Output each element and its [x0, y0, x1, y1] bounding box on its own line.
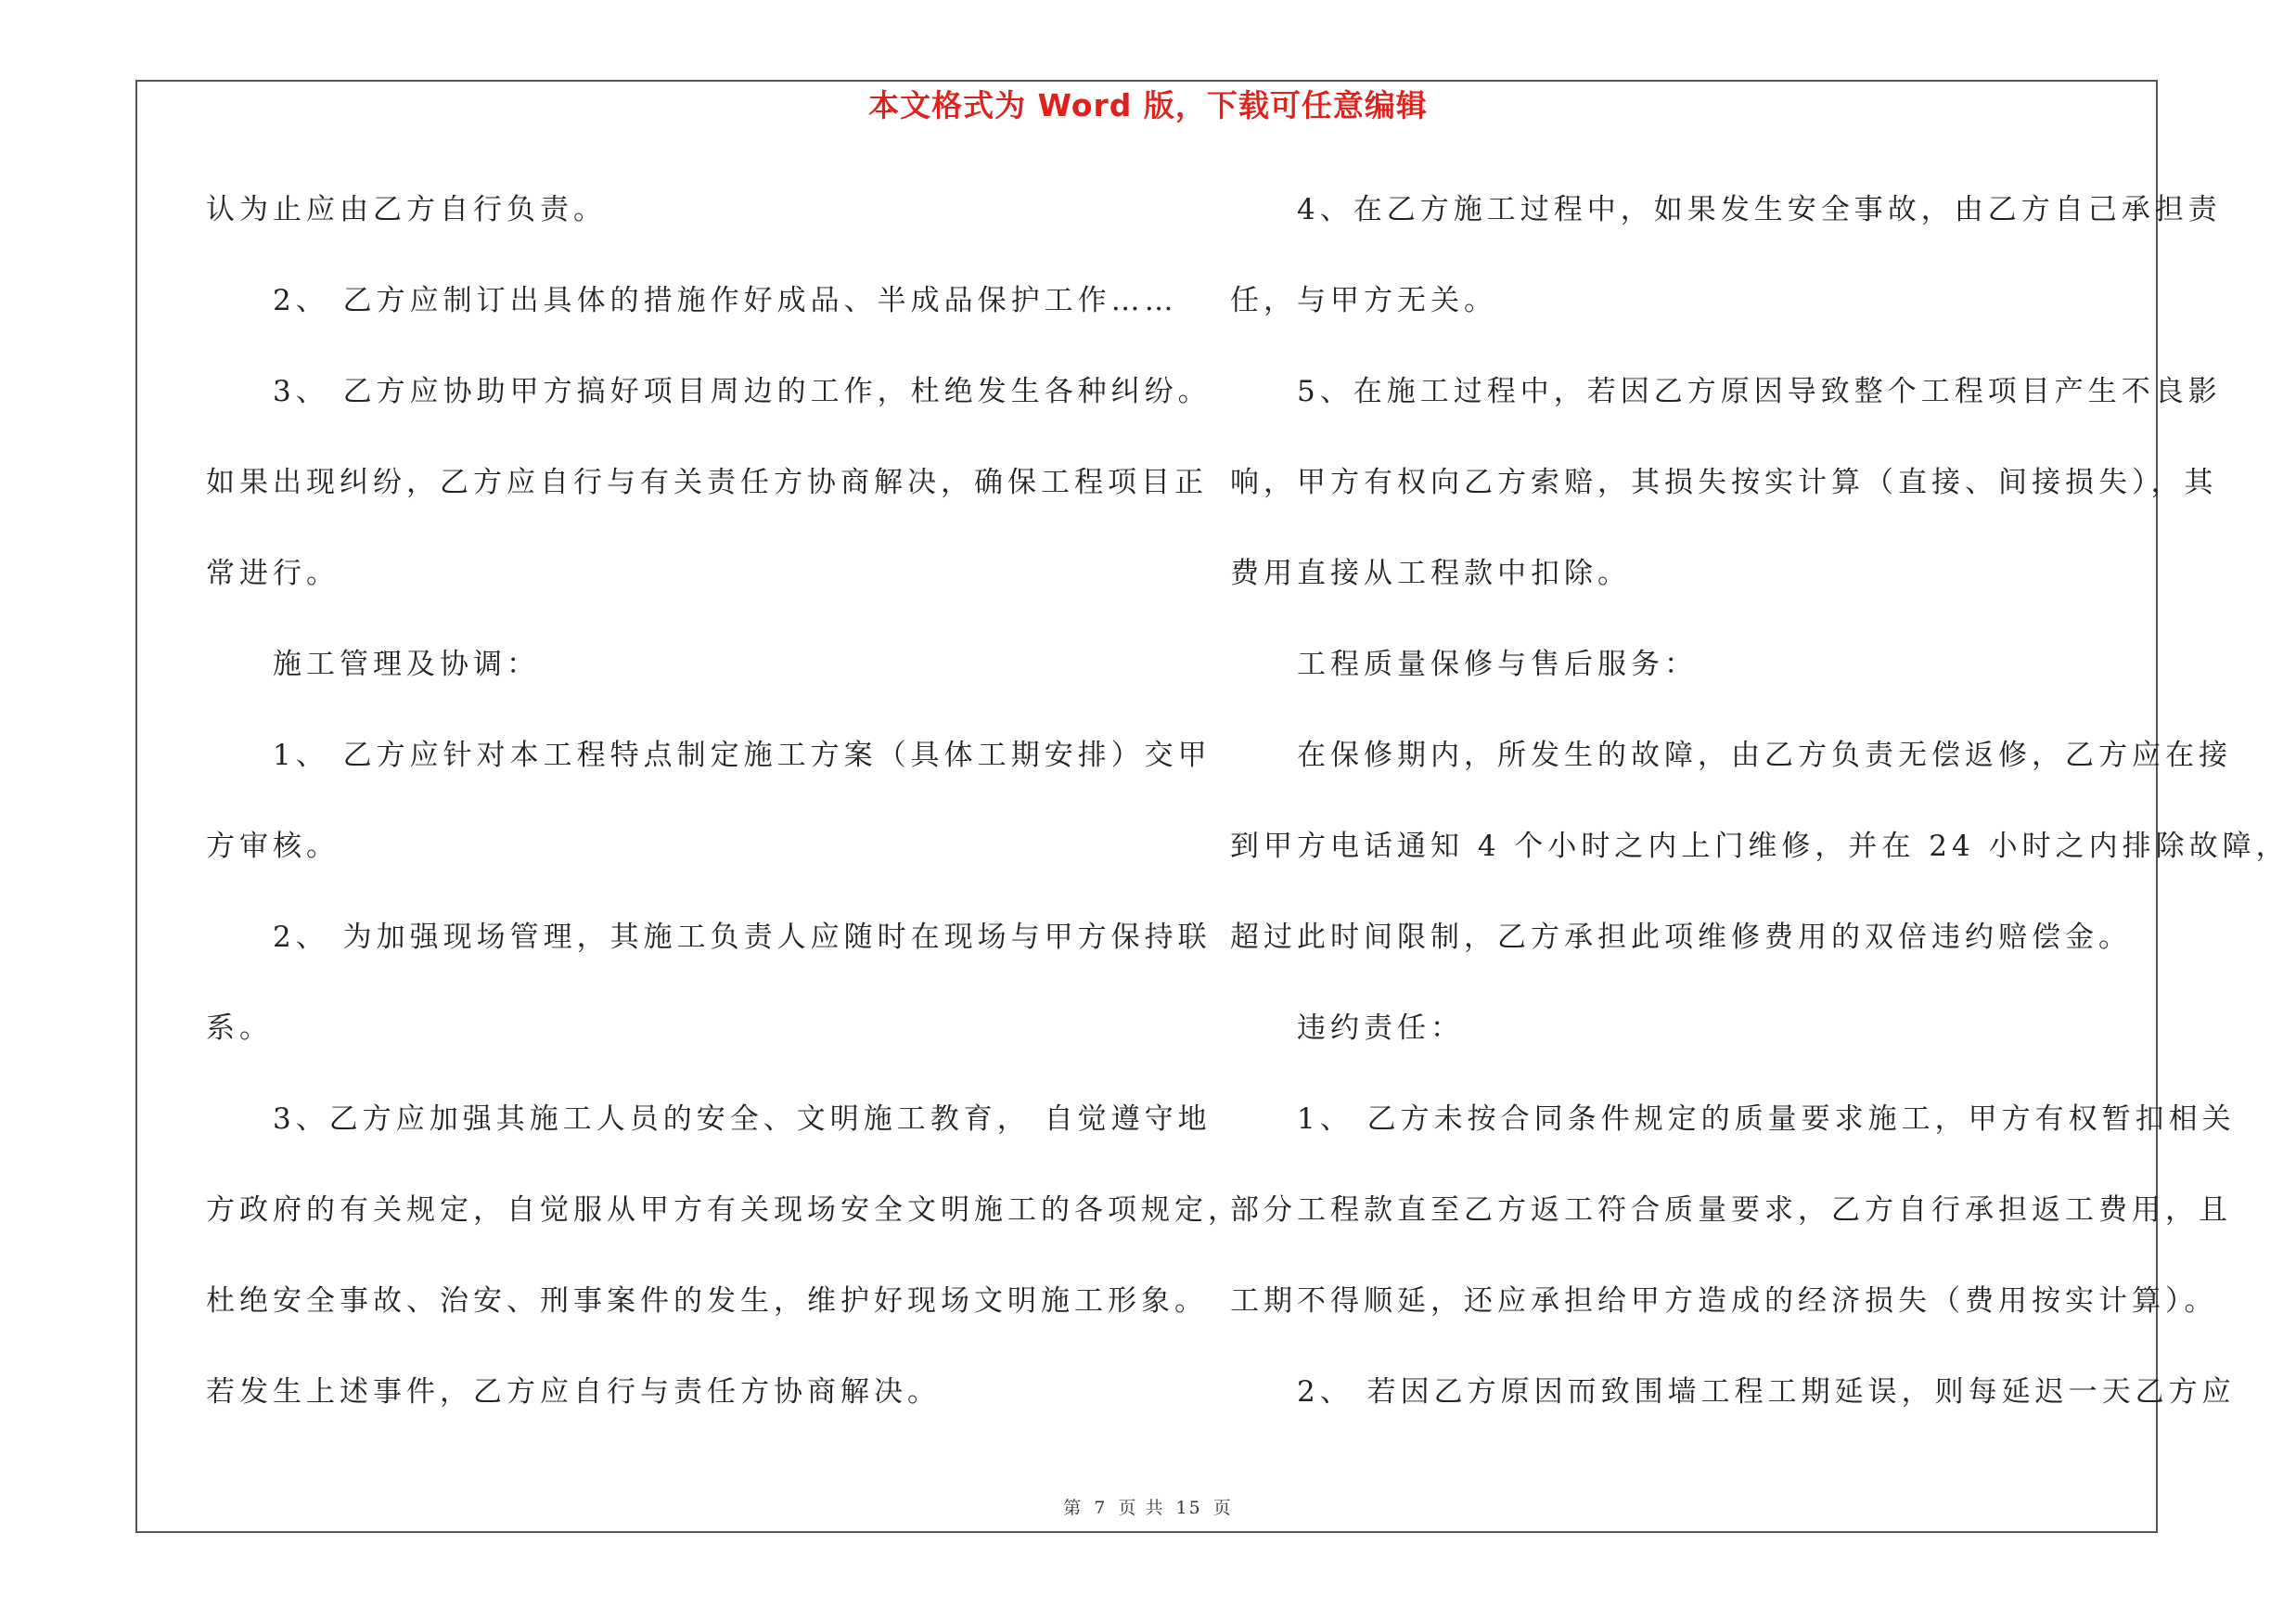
- paragraph-line: 2、 为加强现场管理，其施工负责人应随时在现场与甲方保持联: [206, 921, 1212, 954]
- paragraph-line: 方政府的有关规定，自觉服从甲方有关现场安全文明施工的各项规定，: [206, 1193, 1241, 1227]
- format-banner: 本文格式为 Word 版，下载可任意编辑: [868, 87, 1428, 123]
- paragraph-line: 费用直接从工程款中扣除。: [1230, 557, 1631, 590]
- paragraph-line: 3、乙方应加强其施工人员的安全、文明施工教育， 自觉遵守地: [206, 1102, 1212, 1136]
- left-column: [206, 186, 1241, 1459]
- paragraph-line: 超过此时间限制，乙方承担此项维修费用的双倍违约赔偿金。: [1230, 921, 2132, 954]
- footer-mid: 页 共: [1118, 1498, 1165, 1518]
- footer-suffix: 页: [1212, 1498, 1233, 1518]
- paragraph-line: 部分工程款直至乙方返工符合质量要求，乙方自行承担返工费用，且: [1230, 1193, 2232, 1227]
- paragraph-line: 系。: [206, 1011, 273, 1045]
- page-number-footer: [0, 1494, 2296, 1519]
- section-heading: 工程质量保修与售后服务：: [1230, 648, 1698, 681]
- paragraph-line: 1、 乙方未按合同条件规定的质量要求施工，甲方有权暂扣相关: [1230, 1102, 2236, 1136]
- paragraph-line: 工期不得顺延，还应承担给甲方造成的经济损失（费用按实计算）。: [1230, 1284, 2218, 1318]
- paragraph-line: 4、在乙方施工过程中，如果发生安全事故，由乙方自己承担责: [1230, 193, 2222, 226]
- paragraph-line: 到甲方电话通知 4 个小时之内上门维修，并在 24 小时之内排除故障，: [1230, 830, 2290, 863]
- paragraph-line: 响，甲方有权向乙方索赔，其损失按实计算（直接、间接损失），其: [1230, 466, 2218, 499]
- paragraph-line: 认为止应由乙方自行负责。: [206, 193, 607, 226]
- total-pages-number: 15: [1175, 1498, 1202, 1518]
- paragraph-line: 杜绝安全事故、治安、刑事案件的发生，维护好现场文明施工形象。: [206, 1284, 1208, 1318]
- paragraph-line: 2、 乙方应制订出具体的措施作好成品、半成品保护工作……: [206, 284, 1178, 317]
- right-column: [1230, 186, 2290, 1459]
- footer-prefix: 第: [1063, 1498, 1084, 1518]
- paragraph-line: 方审核。: [206, 830, 340, 863]
- section-heading: 违约责任：: [1230, 1011, 1464, 1045]
- paragraph-line: 2、 若因乙方原因而致围墙工程工期延误，则每延迟一天乙方应: [1230, 1375, 2236, 1409]
- paragraph-line: 若发生上述事件，乙方应自行与责任方协商解决。: [206, 1375, 941, 1409]
- paragraph-line: 如果出现纠纷，乙方应自行与有关责任方协商解决，确保工程项目正: [206, 466, 1208, 499]
- paragraph-line: 在保修期内，所发生的故障，由乙方负责无偿返修，乙方应在接: [1230, 739, 2232, 772]
- paragraph-line: 5、在施工过程中，若因乙方原因导致整个工程项目产生不良影: [1230, 375, 2222, 408]
- paragraph-line: 3、 乙方应协助甲方搞好项目周边的工作，杜绝发生各种纠纷。: [206, 375, 1212, 408]
- paragraph-line: 常进行。: [206, 557, 340, 590]
- paragraph-line: 任，与甲方无关。: [1230, 284, 1497, 317]
- current-page-number: 7: [1094, 1498, 1108, 1518]
- paragraph-line: 1、 乙方应针对本工程特点制定施工方案（具体工期安排）交甲: [206, 739, 1212, 772]
- section-heading: 施工管理及协调：: [206, 648, 540, 681]
